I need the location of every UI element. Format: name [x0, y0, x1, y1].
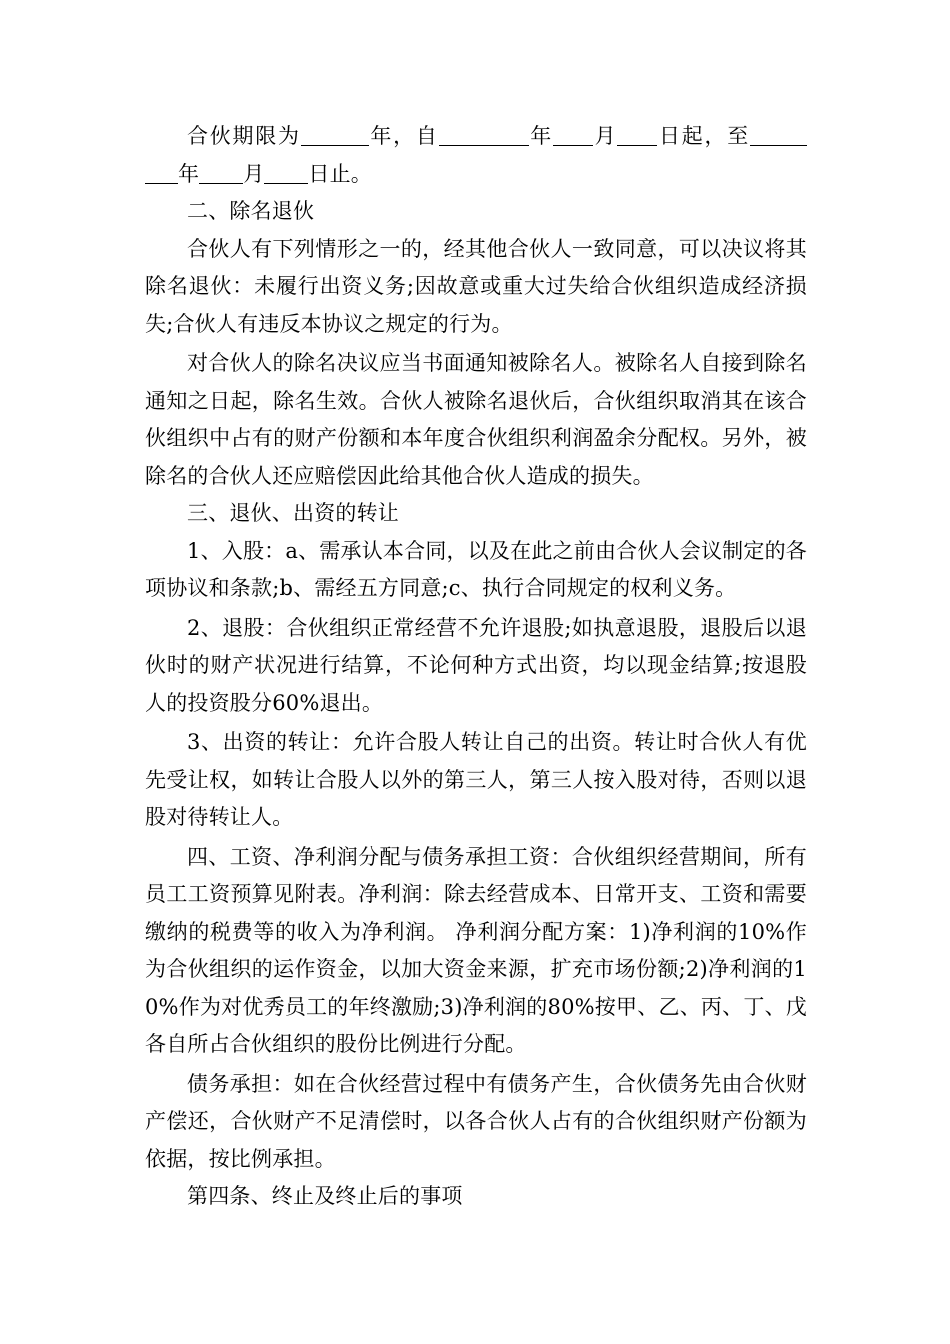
article-heading-termination: 第四条、终止及终止后的事项: [187, 1184, 463, 1208]
wages-profit-paragraph: 四、工资、净利润分配与债务承担工资：合伙组织经营期间，所有员工工资预算见附表。净利润：除去经营成本、日常开支、工资和需要缴纳的税费等的收入为净利润。 净利润分配方案：1)净利润的10%作为合伙组织的运作资金，以加大资金来源，扩充市场份额;2)净利润的10%作为对优秀员工的年终激励;3)净利润的80%按甲、乙、丙、丁、戊各自所占合伙组织的股份比例进行分配。: [145, 844, 807, 1056]
term-text-1: 合伙期限为: [187, 124, 301, 148]
document-body: [145, 118, 807, 1216]
term-text-3: 年: [528, 124, 554, 148]
term-text-6: 年: [178, 161, 200, 186]
term-years-blank: [301, 124, 369, 146]
start-day-blank: [617, 124, 657, 146]
term-text-7: 月: [243, 161, 265, 186]
term-text-4: 月: [593, 124, 618, 148]
term-text-8: 日止。: [308, 161, 373, 186]
start-month-blank: [553, 124, 593, 146]
capital-transfer-paragraph: 3、出资的转让：允许合股人转让自己的出资。转让时合伙人有优先受让权，如转让合股人以外的第三人，第三人按入股对待，否则以退股对待转让人。: [145, 730, 807, 829]
section-heading-expulsion: 二、除名退伙: [187, 199, 315, 223]
partnership-term-paragraph: [145, 118, 807, 193]
end-month-blank: [199, 162, 243, 184]
expulsion-notice-paragraph: 对合伙人的除名决议应当书面通知被除名人。被除名人自接到除名通知之日起，除名生效。合伙人被除名退伙后，合伙组织取消其在该合伙组织中占有的财产份额和本年度合伙组织利润盈余分配权。另外，被除名的合伙人还应赔偿因此给其他合伙人造成的损失。: [145, 351, 807, 488]
term-text-5: 日起，至: [657, 124, 751, 148]
start-year-blank: [439, 124, 529, 146]
section-heading-withdrawal-transfer: 三、退伙、出资的转让: [187, 501, 399, 525]
end-day-blank: [264, 162, 308, 184]
joining-paragraph: 1、入股：a、需承认本合同，以及在此之前由合伙人会议制定的各项协议和条款;b、需经五方同意;c、执行合同规定的权利义务。: [145, 538, 807, 600]
debt-paragraph: 债务承担：如在合伙经营过程中有债务产生，合伙债务先由合伙财产偿还，合伙财产不足清偿时，以各合伙人占有的合伙组织财产份额为依据，按比例承担。: [145, 1071, 807, 1171]
expulsion-conditions-paragraph: 合伙人有下列情形之一的，经其他合伙人一致同意，可以决议将其除名退伙：未履行出资义务;因故意或重大过失给合伙组织造成经济损失;合伙人有违反本协议之规定的行为。: [145, 236, 807, 336]
end-year-blank-part2: [145, 162, 178, 184]
withdrawal-paragraph: 2、退股：合伙组织正常经营不允许退股;如执意退股，退股后以退伙时的财产状况进行结算，不论何种方式出资，均以现金结算;按退股人的投资股分60%退出。: [145, 615, 807, 715]
end-year-blank-part1: [750, 124, 807, 146]
term-text-2: 年，自: [368, 124, 439, 148]
